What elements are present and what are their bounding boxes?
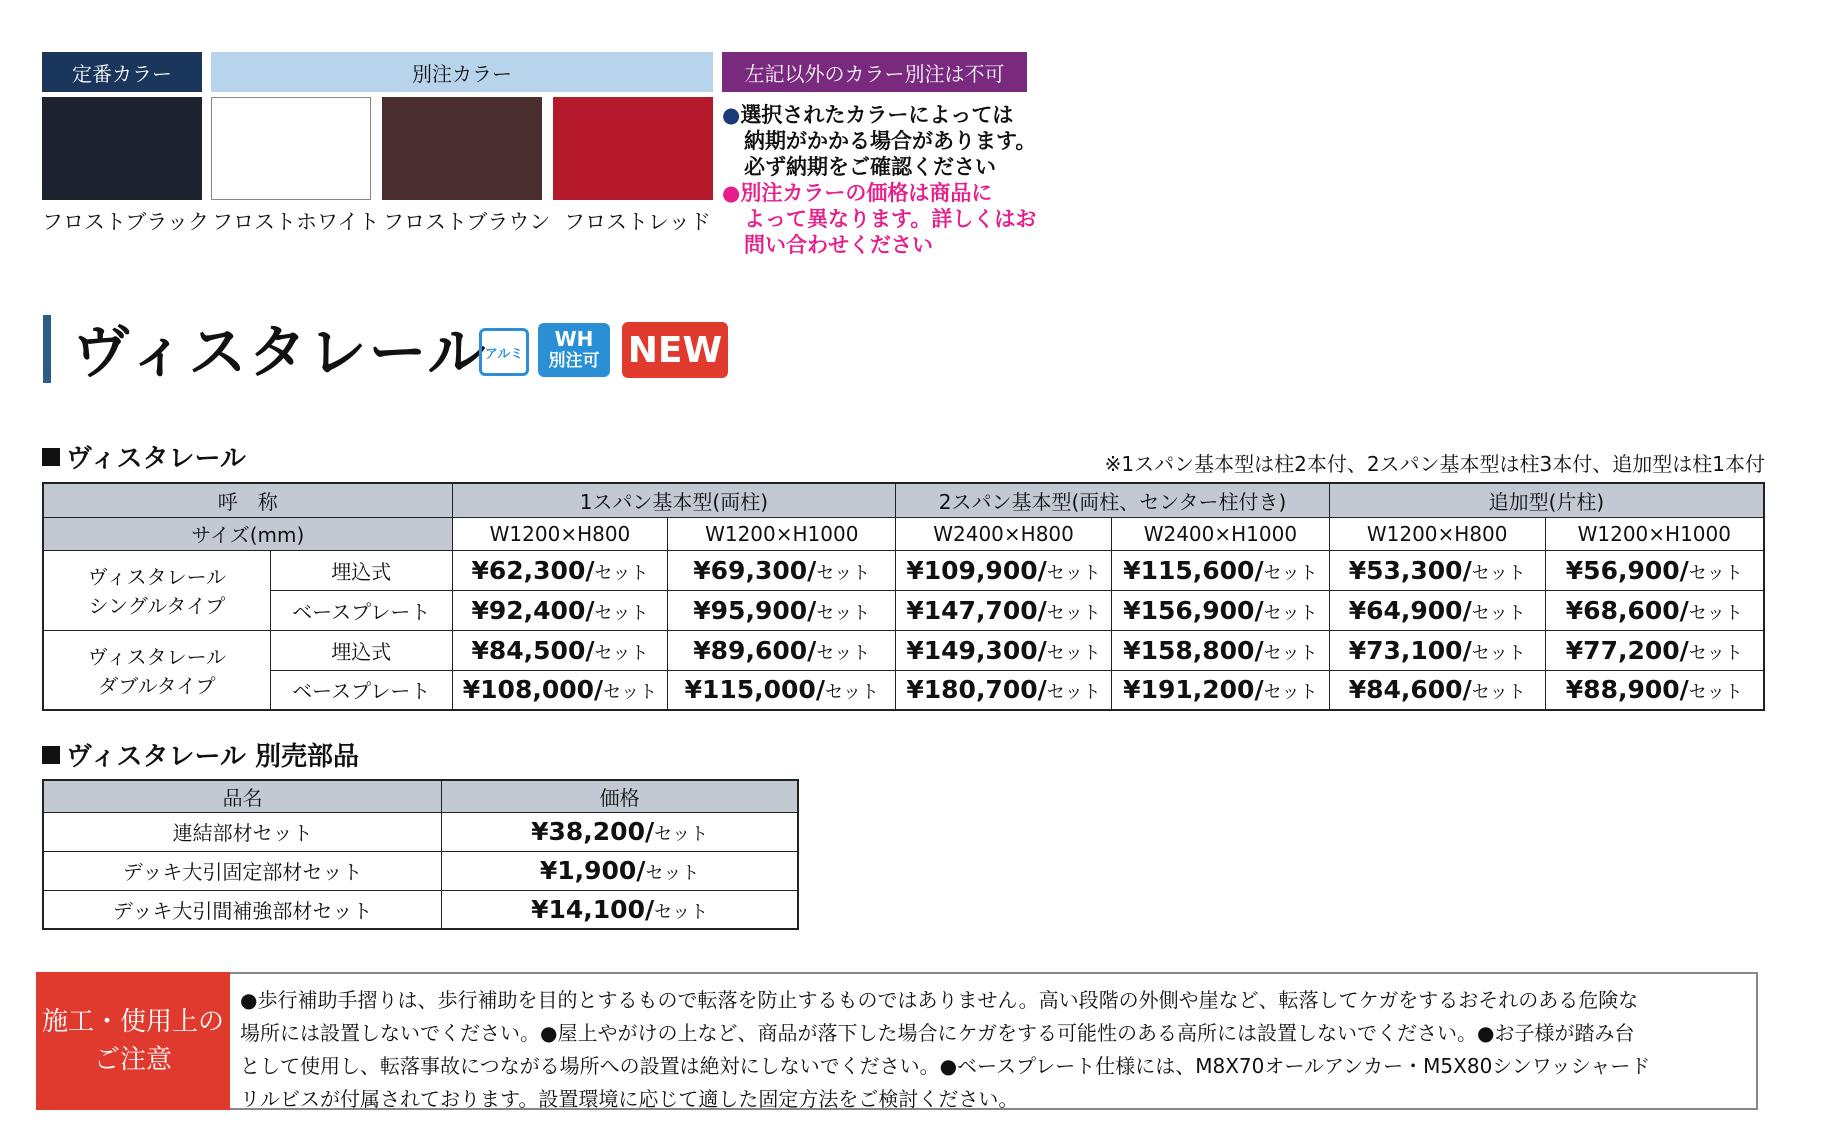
price-cell: ¥69,300/セット <box>668 550 896 590</box>
header-size: サイズ(mm) <box>43 517 452 550</box>
part-name: デッキ大引間補強部材セット <box>43 890 442 929</box>
swatch-label-brown: フロストブラウン <box>383 210 551 234</box>
size-header-row <box>43 517 1764 550</box>
mount-type: 埋込式 <box>270 630 452 670</box>
price-cell: ¥77,200/セット <box>1545 630 1764 670</box>
swatch-frost-white <box>211 97 371 200</box>
swatch-label-black: フロストブラック <box>42 210 209 234</box>
no-other-color-label: 左記以外のカラー別注は不可 <box>722 52 1027 92</box>
header-group-1span: 1スパン基本型(両柱) <box>452 483 896 517</box>
price-cell: ¥73,100/セット <box>1329 630 1545 670</box>
price-cell: ¥64,900/セット <box>1329 590 1545 630</box>
table-row <box>43 890 798 929</box>
part-name: デッキ大引固定部材セット <box>43 851 442 890</box>
size-cell: W2400×H1000 <box>1111 517 1329 550</box>
price-cell: ¥92,400/セット <box>452 590 668 630</box>
price-cell: ¥158,800/セット <box>1111 630 1329 670</box>
mount-type: 埋込式 <box>270 550 452 590</box>
standard-color-label: 定番カラー <box>42 52 202 92</box>
price-table-heading: ヴィスタレール <box>42 438 246 475</box>
part-price: ¥14,100/セット <box>442 890 798 929</box>
price-cell: ¥95,900/セット <box>668 590 896 630</box>
header-item-name: 品名 <box>43 780 442 812</box>
header-group-2span: 2スパン基本型(両柱、センター柱付き) <box>896 483 1330 517</box>
part-price: ¥1,900/セット <box>442 851 798 890</box>
type-name-single: ヴィスタレール シングルタイプ <box>43 550 270 630</box>
price-cell: ¥180,700/セット <box>896 670 1112 710</box>
parts-header-row <box>43 780 798 812</box>
table-row <box>43 670 1764 710</box>
price-cell: ¥147,700/セット <box>896 590 1112 630</box>
size-cell: W1200×H1000 <box>1545 517 1764 550</box>
alumi-badge: アルミ <box>479 328 529 376</box>
product-title: ヴィスタレール <box>72 318 488 386</box>
title-accent-bar <box>43 315 51 383</box>
size-cell: W1200×H1000 <box>668 517 896 550</box>
table-row <box>43 590 1764 630</box>
price-cell: ¥53,300/セット <box>1329 550 1545 590</box>
price-header-row <box>43 483 1764 517</box>
swatch-frost-black <box>42 97 202 200</box>
table-row <box>43 812 798 851</box>
swatch-frost-red <box>553 97 713 200</box>
price-cell: ¥115,000/セット <box>668 670 896 710</box>
color-notes: ●選択されたカラーによっては 納期がかかる場合があります。 必ず納期をご確認ください ●別注カラーの価格は商品に よって異なります。詳しくはお 問い合わせください <box>722 103 1037 257</box>
price-cell: ¥84,600/セット <box>1329 670 1545 710</box>
header-price: 価格 <box>442 780 798 812</box>
price-cell: ¥115,600/セット <box>1111 550 1329 590</box>
mount-type: ベースプレート <box>270 590 452 630</box>
table-row <box>43 851 798 890</box>
price-cell: ¥88,900/セット <box>1545 670 1764 710</box>
mount-type: ベースプレート <box>270 670 452 710</box>
new-badge: NEW <box>622 322 728 378</box>
caution-label: 施工・使用上の ご注意 <box>36 972 230 1110</box>
price-cell: ¥156,900/セット <box>1111 590 1329 630</box>
price-cell: ¥62,300/セット <box>452 550 668 590</box>
header-name: 呼 称 <box>43 483 452 517</box>
parts-table-heading: ヴィスタレール 別売部品 <box>42 736 359 773</box>
table-row <box>43 630 1764 670</box>
price-cell: ¥56,900/セット <box>1545 550 1764 590</box>
price-table <box>42 482 1765 711</box>
type-name-double: ヴィスタレール ダブルタイプ <box>43 630 270 710</box>
size-cell: W1200×H800 <box>452 517 668 550</box>
part-price: ¥38,200/セット <box>442 812 798 851</box>
price-table-note: ※1スパン基本型は柱2本付、2スパン基本型は柱3本付、追加型は柱1本付 <box>1104 452 1765 476</box>
caution-text: ●歩行補助手摺りは、歩行補助を目的とするもので転落を防止するものではありません。高い段階の外側や崖など、転落してケガをするおそれのある危険な 場所には設置しないでください。●屋上やがけの上など、商品が落下した場合にケガをする可能性のある高所には設置しないでください。●お子様が踏み台 として使用し、転落事故につながる場所への設置は絶対にしないでください。●ベースプレート仕様には、M8X70オールアンカー・M5X80シンワッシャード リルビスが付属されております。設置環境に応じて適した固定方法をご検討ください。 <box>230 972 1758 1110</box>
swatch-frost-brown <box>382 97 542 200</box>
price-cell: ¥108,000/セット <box>452 670 668 710</box>
table-row <box>43 550 1764 590</box>
custom-color-label: 別注カラー <box>211 52 713 92</box>
part-name: 連結部材セット <box>43 812 442 851</box>
price-cell: ¥191,200/セット <box>1111 670 1329 710</box>
swatch-label-white: フロストホワイト <box>212 210 380 234</box>
price-cell: ¥109,900/セット <box>896 550 1112 590</box>
header-group-add: 追加型(片柱) <box>1329 483 1764 517</box>
price-cell: ¥68,600/セット <box>1545 590 1764 630</box>
price-cell: ¥149,300/セット <box>896 630 1112 670</box>
size-cell: W1200×H800 <box>1329 517 1545 550</box>
wh-badge: WH 別注可 <box>538 323 610 377</box>
size-cell: W2400×H800 <box>896 517 1112 550</box>
swatch-label-red: フロストレッド <box>564 210 711 234</box>
parts-table <box>42 779 799 930</box>
price-cell: ¥89,600/セット <box>668 630 896 670</box>
price-cell: ¥84,500/セット <box>452 630 668 670</box>
